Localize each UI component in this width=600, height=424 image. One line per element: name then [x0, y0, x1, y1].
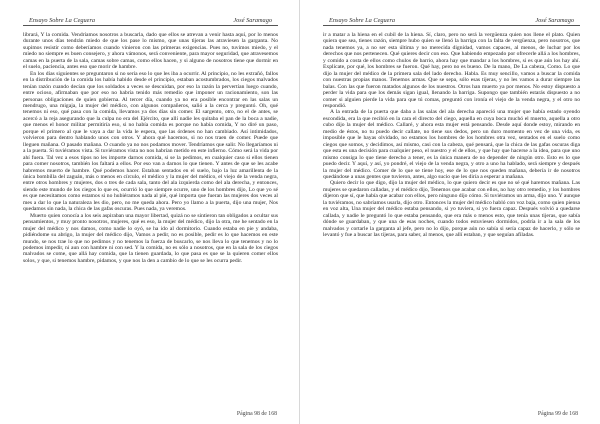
paragraph: ir a matar a la hiena en el cubil de la hiena. Sí, claro, pero no será la vergüenza quien nos llene el plato. Quien quiera que sea, tienes razón, siempre hubo quien se llenó la barriga con la falta de vergüenza, pero nosotros, que nada tenemos ya, a no ser esta última y no merecida dignidad, vamos capaces, al menos, de luchar por los derechos que nos pertenecen. Qué quieres decir con eso. Que habiendo empezado por ofrecerle allá a los hombres, y comido a costa de ellos como chulos de barrio, ahora hay que mandar a los hombres, si es que aún los hay ahí. Explícate, por qué, los hombres se fueron. Qué hay, pero no es bueno. De la mano, De La cabeza, Como. Lo que dijo la mujer del médico de la primera sala del lado derecho. Habla. Es muy sencillo, vamos a buscar la comida con nuestras propias manos. Tenemos armas. Que se sepa, sólo esas tijeras, y no les vamos a durar siempre las balas. Con las que fueron matados algunos de los nuestros. Otros han muerto ya por menos. No estoy dispuesto a perder la vida para que los demás sigan igual, llenando la barriga. Supongo que también estarás dispuesto a no comer si alguien pierde la vida para que tú comas, preguntó con ironía el viejo de la venda negra, y el otro no respondió. [323, 32, 580, 109]
paragraph: Quiero decir lo que digo, dijo la mujer del médico, lo que quiero decir es que no sé qué haremos mañana. Las mujeres se quedaron calladas, y el médico dijo, Tenemos que acabar con ellos, no hay otro remedio, y los hombres dijeron que sí, que había que acabar con ellos, pero ninguno dijo cómo. Si tuviéramos un arma, dijo uno. Y aunque la tuviéramos, no sabríamos usarla, dijo otro. Entonces la mujer del médico habló con voz baja, como quien piensa en voz alta, Una mujer del médico estaba pensando, si yo tuviera, si yo fuera capaz. Después volvió a quedarse callada, y nadie le preguntó lo que estaba pensando, que era más o menos esto, que tenía unas tijeras, que sabía dónde se guardaban, y que una de esas noches, cuando todos estuviesen dormidos, podría ir a la sala de los malvados y cortarle la garganta al jefe, pero no lo dijo, porque aún no sabía si sería capaz de hacerlo, y sólo se levantó y fue a buscar las tijeras, para saber, al menos, que allí estaban, y que seguían afiladas. [323, 180, 580, 239]
paragraph: librará, Y la comida. Vendríamos nosotros a buscarla, dado que ellos se atrevan a venir hasta aquí, por lo menos durante unos días tendrán miedo de que los pase lo mismo, que unas tijeras las atraviesen la garganta. No supimos resistir como deberíamos cuando vinieron con las primeras exigencias. Pues no, tuvimos miedo, y el miedo no siempre es buen consejero, y ahora vámonos, será conveniente, para mayor seguridad, que atravesemos camas en la puerta de la sala, camas sobre camas, como ellos hacen, y si alguno de nosotros tiene que dormir en el suelo, paciencia, antes eso que morir de hambre. [23, 32, 278, 71]
right-page [300, 0, 600, 424]
page-header [23, 17, 278, 26]
header-author: José Saramago [535, 17, 574, 24]
page-body [23, 32, 278, 413]
paragraph: A la entrada de la puerta que daba a las salas del ala derecha apareció una mujer que había estado oyendo escondida, era la que recibió en la cara el directo del ciego, aquella en cuya boca muchó el muerto, aquella a otro cubo dijo la mujer del médico. Callaré, y ahora esta mujer está pensando. Desde aquí donde estoy, mirando en medio de éstos, no tu puedo decir callate, no tiene sus dedos, pero un duro momento en vez de una vida, es imposible que le hayas olvidado, no estamos los hombres de los hombres otra vez, sentados en el suelo como ciegos que somos, y decidimos, así mismo, casi con la cabeza, qué pensará, que la chica de las gafas oscuras diga que esta es una decisión para cualquier peso, el nuestro y el de ellos, y que hay que hacerse a la idea, para que uno mismo consiga lo que tiene derecho a tener, es la única manera de no depender de ningún otro. Esto es lo que puedo decir. Y aquí, y así, yo pondré, el viejo de la venda negra, y otro a uno ha hablado, será siempre y después la mujer del médico. Comer de lo que se tiene hoy, ese de lo que nos queden mañana, debería ir de nosotros quedándose a unas gentes que tuvieron, antes, algo sucio que les diría a esperar a mañana. [323, 109, 580, 180]
header-title: Ensayo Sobre La Ceguera [29, 17, 96, 24]
page-number: Página 99 de 168 [537, 411, 578, 417]
page-body [323, 32, 580, 413]
paragraph: Muerto quien conocía a los seis aspiraban una mayor libertad, quizá no se sintieron tan obligados a ocultar sus pensamientos, y muy pronto nosotros, mujeres, qué es eso, la mujer del médico, dijo la otra, me he sentado en la mujer del médico y nos damos, como nadie lo oyó, se ha ido al dormitorio. Cuando estaba en pie y andaba, pidiéndome su abrigo, la mujer del médico dijo, Vamos a pedir, no es posible, pedir es lo que hacemos en este mundo, se nos trae lo que no pedimos y no tenemos la fuerza de buscarlo, se nos lleva lo que tenemos y no lo podemos impedir, ni aun con hambre ni con sed. Y la comida, no es sólo a nosotros, que en la sala de los ciegos malvados se come, que allá hay comida, que la tienen guardada, lo que pasa es que se la quieren comer ellos solos, y que, si tenemos hambre, pidamos, y que nos la den a cambio de lo que se les ocurra pedir. [23, 212, 278, 264]
header-title: Ensayo Sobre La Ceguera [329, 17, 396, 24]
paragraph: En los días siguientes se preguntaron si no sería eso lo que les iba a ocurrir. Al principio, no les extrañó, fallos en la distribución de la comida los había habido desde el principio, estaban acostumbrados, los ciegos malvados tenían razón cuando decían que los soldados a veces se descuidan, por eso la razón la pervertían luego cuando, entre ocioso, afirmaban que por eso no habría tenido más remedio que imponer un racionamiento, son las personas obligaciones de quien gobierna. Al tercer día, cuando ya no era posible encontrar en las salas un mendrugo, una migaja, la mujer del médico, con algunos compañeros, salió a la cerca y preguntó. Oh, qué tenemos ni eso, qué pasa con la comida, llevamos ya dos días sin comer. El sargento, otro, no el de antes, se acercó a la reja asegurando que la culpa no era del Ejército, que allí nadie les quitaba el pan de la boca a nadie, que menos el honor militar permitiría eso, si no había comida es porque no había comida, Y no diré un paso, porque el primero al que le vaya a dar la vida le espera, que las órdenes no han cambiado. Así intimidados, volvieron para dentro hablando unos con otros. Y ahora qué hacemos, si no nos traen de comer. Puede que lleguen mañana. O pasado mañana. O cuando ya no nos podamos mover. Tendríamos que salir. No llegaríamos ni a la puerta. Si tuviéramos vista. Si tuviéramos vista no nos habrían metido en este infierno. Cómo será la vida por ahí fuera. Tal vez a esos tipos no les importe darnos comida, si se la pedimos, en cualquier caso si ellos tienen para comer nosotros, también los faltará a ellos. Por eso van a darnos lo que tienen. Y antes de que se les acabe habremos muerto de hambre. Qué podemos hacer. Estaban sentados en el suelo, bajo la luz amarillenta de la única bombilla del zaguán, más o menos en círculo, el médico y la mujer del médico, el viejo de la venda negra, entre otros hombres y mujeres, dos o tres de cada sala, tanto del ala izquierda como del ala derecha, y entonces, siendo este mundo de los ciegos lo que es, ocurrió lo que siempre ocurre, uno de los hombres dijo, Lo que yo sé es que necesitamos como estamos si no hubiéramos nada al pié, qué importa que fueran las mujeres dos veces al mes a dar lo que la naturaleza les dio, pero, no me queda ahora. Pero yo llamo a la puerta, dijo una mujer, Nos quedamos sin nada, la chica de las gafas oscuras. Pues nada, ya veremos. [23, 70, 278, 213]
page-number: Página 98 de 168 [236, 411, 277, 417]
page-header [323, 17, 580, 26]
header-author: José Saramago [233, 17, 272, 24]
